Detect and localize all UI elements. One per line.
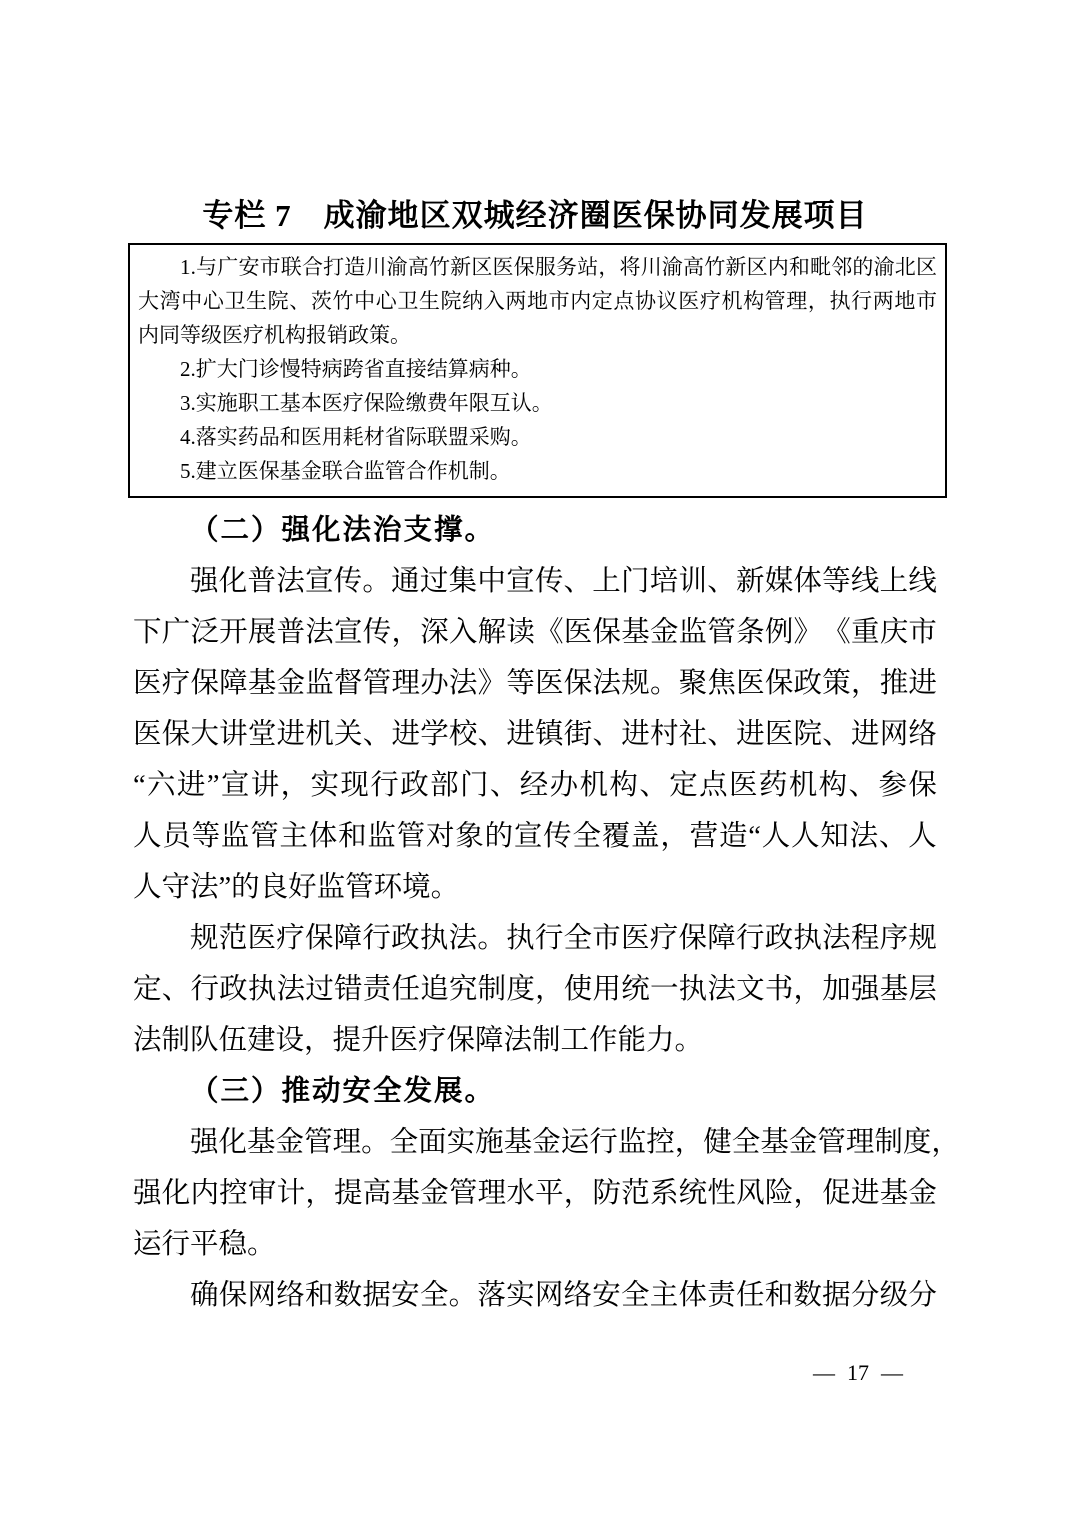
body-text-line: “ 六 进 ” 宣 讲 ， 实 现 行 政 部 门 、 经 办 机 构 、 定 点 医 药 机 构 、 参 保: [133, 770, 937, 801]
column-box-line: 3.实施职工基本医疗保险缴费年限互认。: [180, 391, 553, 415]
body-text-line: 人 员 等 监 管 主 体 和 监 管 对 象 的 宣 传 全 覆 盖 ， 营 造 “ 人 人 知 法 、 人: [133, 821, 937, 852]
body-text-line: 运行平稳。: [133, 1229, 276, 1260]
body-text: [133, 505, 960, 1321]
column-box-content: [138, 250, 937, 488]
body-text-line: 下 广 泛 开 展 普 法 宣 传 ， 深 入 解 读 《 医 保 基 金 监 管 条 例 》 《 重 庆 市: [133, 617, 937, 648]
body-text-line: 医 保 大 讲 堂 进 机 关 、 进 学 校 、 进 镇 街 、 进 村 社 、 进 医 院 、 进 网 络: [133, 719, 937, 750]
body-text-line: 强 化 内 控 审 计 ， 提 高 基 金 管 理 水 平 ， 防 范 系 统 性 风 险 ， 促 进 基 金: [133, 1178, 937, 1209]
body-text-line: （三）推动安全发展。: [190, 1076, 496, 1107]
body-text-line: 医 疗 保 障 基 金 监 督 管 理 办 法 》 等 医 保 法 规 。 聚 焦 医 保 政 策 ， 推 进: [133, 668, 937, 699]
body-text-line: 定 、 行 政 执 法 过 错 责 任 追 究 制 度 ， 使 用 统 一 执 法 文 书 ， 加 强 基 层: [133, 974, 937, 1005]
body-text-line: 规 范 医 疗 保 障 行 政 执 法 。 执 行 全 市 医 疗 保 障 行 政 执 法 程 序 规: [190, 923, 937, 954]
footer-right-dash: —: [881, 1360, 903, 1385]
column-box-line: 1 . 与 广 安 市 联 合 打 造 川 渝 高 竹 新 区 医 保 服 务 站 ， 将 川 渝 高 竹 新 区 内 和 毗 邻 的 渝 北 区: [180, 255, 937, 279]
page-number: 17: [847, 1360, 869, 1385]
body-text-line: （二）强化法治支撑。: [190, 515, 496, 546]
column-box-title: 专栏 7 成渝地区双城经济圈医保协同发展项目: [202, 198, 868, 233]
page-footer: [133, 1358, 903, 1388]
body-text-lines: [133, 505, 960, 1321]
column-box-line: 2.扩大门诊慢特病跨省直接结算病种。: [180, 357, 532, 381]
body-text-line: 强 化 基 金 管 理 。 全 面 实 施 基 金 运 行 监 控 ， 健 全 基 金 管 理 制 度 ，: [190, 1127, 960, 1158]
body-text-line: 强 化 普 法 宣 传 。 通 过 集 中 宣 传 、 上 门 培 训 、 新 媒 体 等 线 上 线: [190, 566, 937, 597]
body-text-line: 法制队伍建设，提升医疗保障法制工作能力。: [133, 1025, 704, 1056]
body-text-line: 确 保 网 络 和 数 据 安 全 。 落 实 网 络 安 全 主 体 责 任 和 数 据 分 级 分: [190, 1280, 937, 1311]
body-text-line: 人守法”的良好监管环境。: [133, 872, 460, 903]
column-box-line: 内同等级医疗机构报销政策。: [138, 323, 411, 347]
column-info-box: [128, 243, 947, 498]
footer-left-dash: —: [813, 1360, 835, 1385]
column-box-line: 大 湾 中 心 卫 生 院 、 茨 竹 中 心 卫 生 院 纳 入 两 地 市 内 定 点 协 议 医 疗 机 构 管 理 ， 执 行 两 地 市: [138, 289, 937, 313]
column-box-line: 4.落实药品和医用耗材省际联盟采购。: [180, 425, 532, 449]
column-box-line: 5.建立医保基金联合监管合作机制。: [180, 459, 511, 483]
